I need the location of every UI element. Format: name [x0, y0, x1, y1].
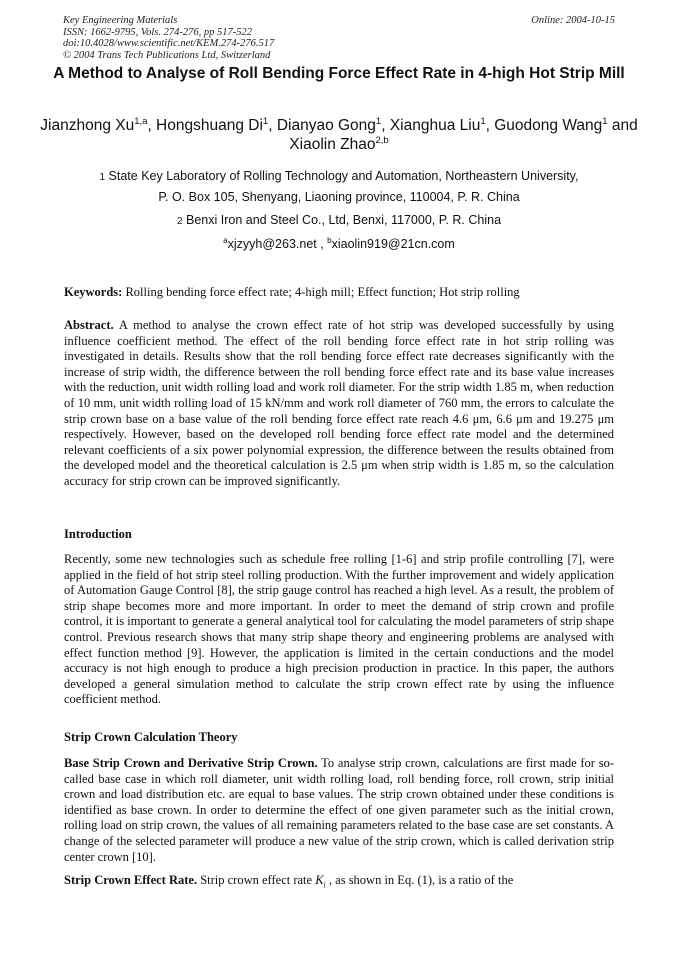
introduction-paragraph: Recently, some new technologies such as schedule free rolling [1-6] and strip profile controlling [7], were applied in the field of hot strip steel rolling production. With the further improvement and widely application of Automation Gauge Control [8], the strip gauge control has reached a high level. As a result, the problem of strip shape becomes more and more important. In order to meet the demand of strip crown and profile control, it is important to generate a general analytical tool for calculating the model parameters of strip shape control. Previous research shows that many strip shape theory and engineering problems are analysed with effect function method [9]. However, the application is limited in the certain conductions and the model accuracy is not high enough to produce a high precision production in practice. In this paper, the authors developed a general simulation method to calculate the strip crown effect rate by using the influence coefficient method. [64, 552, 614, 707]
email-mark: b [327, 235, 332, 245]
affiliation-number: 1 [99, 172, 106, 183]
keywords-label: Keywords: [64, 285, 123, 299]
author-affiliation-mark: 1,a [134, 115, 148, 127]
abstract-text: A method to analyse the crown effect rate of hot strip was developed successfully by using influence coefficient method. The effect of the roll bending force effect rate in hot strip rolling was investigated in details. Results show that the roll bending force effect rate decreases significantly with the increase of strip width, the difference between the roll bending force effect rate and its base value increases with the reduction, unit width rolling load and work roll diameter. For the strip width 1.85 m, when reduction of 10 mm, unit width rolling load of 15 kN/mm and work roll diameter of 760 mm, the errors to calculate the strip crown base on a base value of the roll bending force effect rate reach 4.6 μm, 6.6 μm and 19.275 μm respectively. However, based on the developed roll bending force effect rate model and the determined relevant coefficients of a six power polynomial expression, the difference between the results obtained from the developed model and the theoretical calculation is 2.5 μm when strip width is 1.85 m, so the calculation accuracy for strip crown can be improved significantly. [64, 318, 614, 488]
keywords-text: Rolling bending force effect rate; 4-high mill; Effect function; Hot strip rolling [122, 285, 520, 299]
author-name: , Xianghua Liu [381, 117, 481, 134]
author-name: and Xiaolin Zhao [289, 117, 638, 153]
affiliation-2 [30, 212, 648, 230]
affiliation-text: Benxi Iron and Steel Co., Ltd, Benxi, 117000, P. R. China [182, 213, 502, 227]
author-name: , Hongshuang Di [147, 117, 263, 134]
doi-line: doi:10.4028/www.scientific.net/KEM.274-276.517 [63, 38, 275, 49]
author-name: Jianzhong Xu [40, 117, 135, 134]
author-affiliation-mark: 1 [262, 115, 269, 127]
effect-rate-text-cont: , as shown in Eq. (1), is a ratio of the [325, 873, 514, 887]
affiliation-text: State Key Laboratory of Rolling Technology and Automation, Northeastern University, [105, 169, 579, 183]
email-address[interactable]: xjzyyh@263.net [227, 237, 317, 251]
email-line [30, 236, 648, 252]
author-name: , Guodong Wang [485, 117, 603, 134]
theory-heading: Strip Crown Calculation Theory [64, 730, 238, 744]
author-affiliation-mark: 2,b [375, 134, 389, 146]
journal-name: Key Engineering Materials [63, 15, 178, 26]
effect-rate-symbol: K [315, 873, 324, 887]
author-affiliation-mark: 1 [602, 115, 608, 127]
paper-title: A Method to Analyse of Roll Bending Force Effect Rate in 4-high Hot Strip Mill [53, 65, 625, 82]
abstract-paragraph [64, 318, 614, 490]
effect-rate-label: Strip Crown Effect Rate. [64, 873, 198, 887]
affiliation-1-line-1 [30, 168, 648, 186]
author-name: , Dianyao Gong [268, 117, 376, 134]
journal-header [63, 15, 274, 61]
email-mark: a [223, 235, 228, 245]
author-affiliation-mark: 1 [480, 115, 486, 127]
author-affiliation-mark: 1 [375, 115, 382, 127]
base-crown-label: Base Strip Crown and Derivative Strip Crown. [64, 756, 318, 770]
base-crown-text: To analyse strip crown, calculations are first made for so-called base case in which roll diameter, unit width rolling load, roll bending force, roll crown, strip initial crown and load distribution etc. are equal to base values. The strip crown obtained under these conditions is identified as base crown. In order to determine the effect of one given parameter such as the initial crown, rolling load on strip crown, the values of all remaining parameters related to the base case are set constants. A change of the selected parameter will produce a new value of the strip crown, which is called derivation strip center crown [10]. [64, 756, 614, 864]
abstract-label: Abstract. [64, 318, 114, 332]
email-address[interactable]: xiaolin919@21cn.com [331, 237, 455, 251]
email-separator: , [316, 237, 328, 251]
effect-rate-subscript: i [323, 880, 326, 890]
issn-line: ISSN: 1662-9795, Vols. 274-276, pp 517-522 [63, 26, 252, 38]
online-date: Online: 2004-10-15 [531, 15, 615, 26]
effect-rate-text: Strip crown effect rate [197, 873, 316, 887]
keywords-paragraph [64, 285, 614, 301]
copyright-line: © 2004 Trans Tech Publications Ltd, Switzerland [63, 49, 271, 61]
base-crown-paragraph [64, 756, 614, 865]
affiliation-number: 2 [176, 216, 183, 227]
effect-rate-paragraph [64, 873, 614, 893]
affiliation-1-line-2: P. O. Box 105, Shenyang, Liaoning province, 110004, P. R. China [158, 190, 520, 204]
introduction-heading: Introduction [64, 527, 132, 541]
author-list [40, 116, 638, 154]
